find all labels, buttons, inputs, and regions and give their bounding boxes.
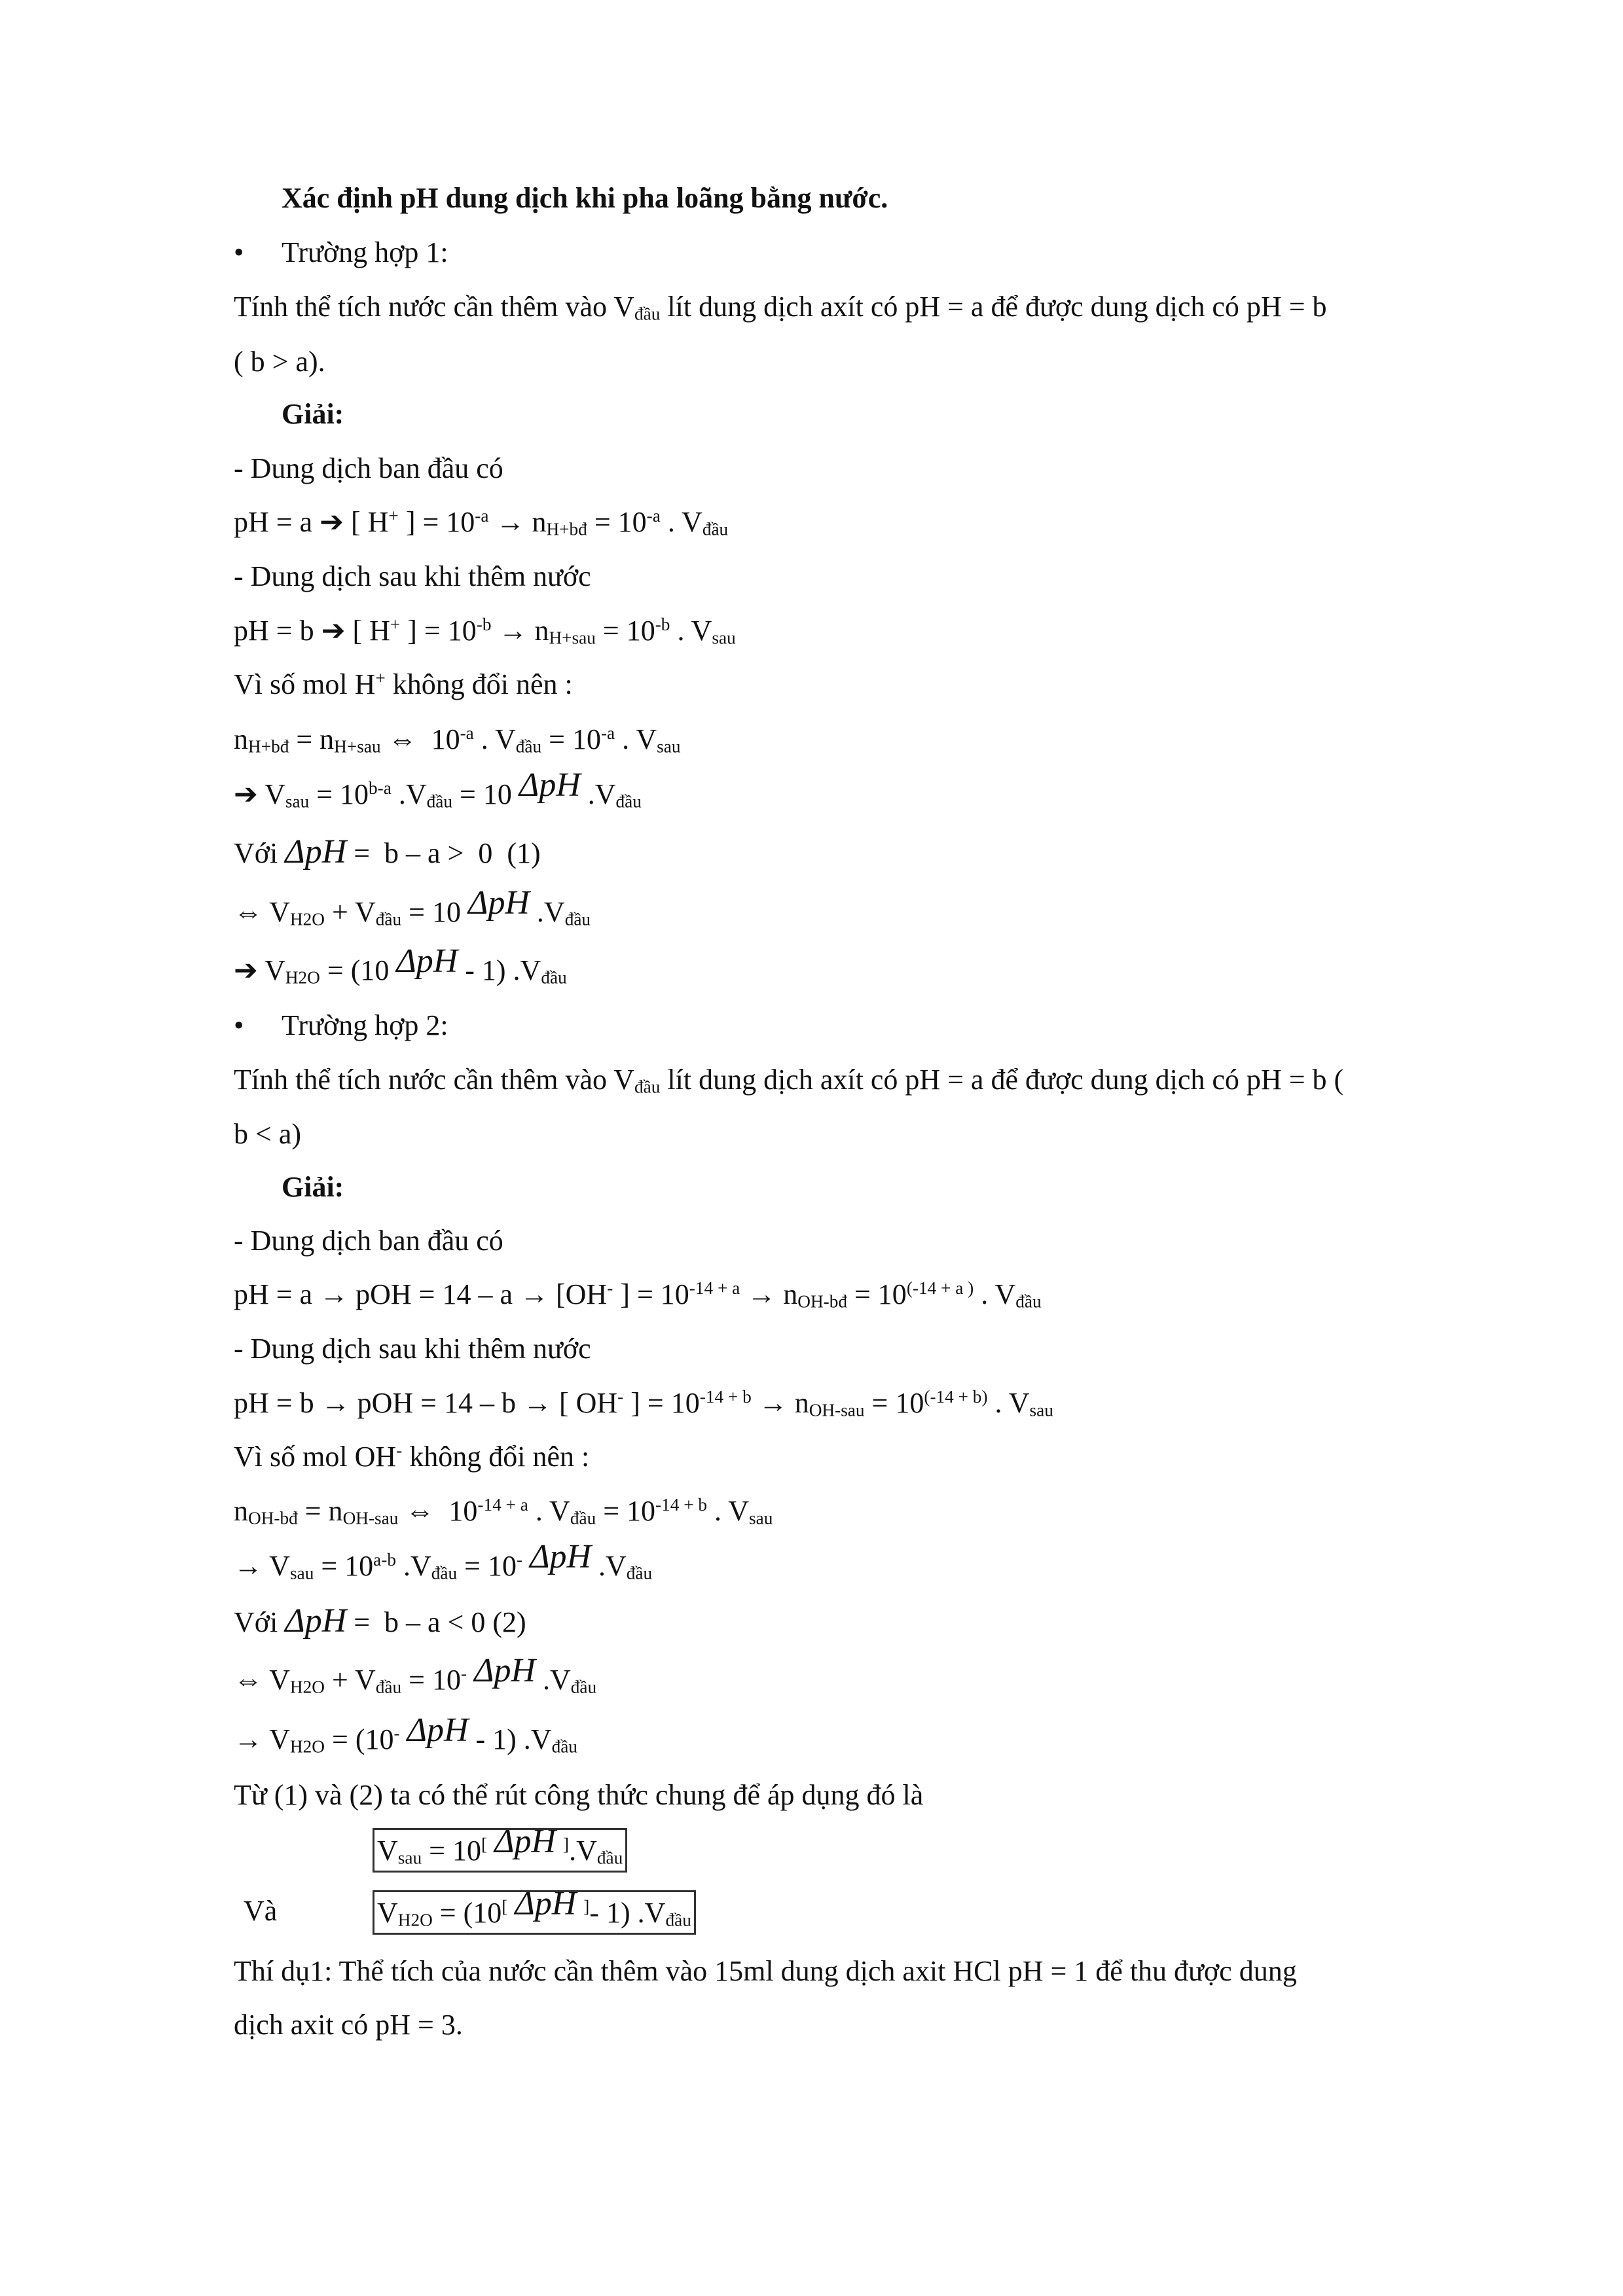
formula-box-vsau: $V_{sau} = 10^[$ ΔpH $^].V_{đầu}$	[373, 1828, 627, 1873]
case2-eq-delta: Với ΔpH = b – a < 0 (2)	[234, 1602, 526, 1640]
bullet-icon: •	[234, 1009, 244, 1041]
case2-eq-equal: $n_{OH-bđ} = n_{OH-sau}$ ⇔ $10^{-14 + a}$ . $V_{đầu} = 10^{-14 + b}$ . $V_{sau}$	[234, 1495, 773, 1528]
case2-problem-cont: b < a)	[234, 1118, 301, 1150]
case2-constant: Vì số mol OH- không đổi nên :	[234, 1441, 590, 1473]
case1-eq-after: pH = b ➔ [ H+ ] = $10^{-b} \to n_{H+sau} = 10^{-b}$ . $V_{sau}$	[234, 615, 736, 648]
case1-initial: - Dung dịch ban đầu có	[234, 452, 503, 484]
case1-problem-cont: ( b > a).	[234, 346, 325, 378]
case1-eq-vh2o: ➔ $V_{H2O} = (10$ ΔpH - 1) $.V_{đầu}$	[234, 942, 567, 988]
case1-eq-delta: Với ΔpH = b – a > 0 (1)	[234, 833, 541, 870]
case1-eq-equal: $n_{H+bđ} = n_{H+sau}$ ⇔ $10^{-a}$ . $V_{đầu} = 10^{-a}$ . $V_{sau}$	[234, 723, 681, 757]
example-line-1: Thí dụ1: Thể tích của nước cần thêm vào 15ml dung dịch axit HCl pH = 1 để thu được dung	[234, 1955, 1297, 1987]
case1-eq-vsau: ➔ $V_{sau} = 10^{b-a}$ $.V_{đầu} = 10$ ΔpH $.V_{đầu}$	[234, 766, 642, 812]
case2-heading: Trường hợp 2:	[282, 1009, 448, 1041]
case1-solution-label: Giải:	[282, 398, 344, 430]
general-statement: Từ (1) và (2) ta có thể rút công thức chung để áp dụng đó là	[234, 1779, 924, 1811]
case1-heading: Trường hợp 1:	[282, 236, 448, 268]
case2-eq-sum: ⇔ $V_{H2O} + V_{đầu} = 10^-$ ΔpH $.V_{đầu}$	[234, 1652, 597, 1697]
formula-box-vh2o: $V_{H2O} = (10^[$ ΔpH ]- 1) $.V_{đầu}$	[373, 1890, 696, 1935]
case2-initial: - Dung dịch ban đầu có	[234, 1225, 503, 1257]
case2-eq-vsau: → $V_{sau} = 10^{a-b}$ $.V_{đầu} = 10^-$ ΔpH $.V_{đầu}$	[234, 1538, 653, 1583]
case1-after: - Dung dịch sau khi thêm nước	[234, 560, 591, 592]
case2-problem: Tính thể tích nước cần thêm vào $V_{đầu}$ lít dung dịch axít có pH = a để được dung dịch có pH = b (	[234, 1064, 1344, 1097]
bullet-icon: •	[234, 236, 244, 268]
and-label: Và	[244, 1895, 278, 1927]
page-title: Xác định pH dung dịch khi pha loãng bằng nước.	[282, 182, 888, 214]
case2-after: - Dung dịch sau khi thêm nước	[234, 1333, 591, 1365]
case2-solution-label: Giải:	[282, 1171, 344, 1203]
case1-constant: Vì số mol H+ không đổi nên :	[234, 668, 573, 700]
example-line-2: dịch axit có pH = 3.	[234, 2009, 463, 2041]
case1-eq-initial: pH = a ➔ [ H+ ] = $10^{-a} \to n_{H+bđ} = 10^{-a}$ . $V_{đầu}$	[234, 506, 729, 539]
case2-eq-after: pH = b → pOH = 14 – b → [ OH- ] = $10^{-14 + b} \to n_{OH-sau} = 10^{(-14 + b)}$ . $V_{sau}$	[234, 1387, 1053, 1420]
case1-eq-sum: ⇔ $V_{H2O} + V_{đầu} = 10$ ΔpH $.V_{đầu}$	[234, 884, 591, 929]
case2-eq-initial: pH = a → pOH = 14 – a → [OH- ] = $10^{-14 + a} \to n_{OH-bđ} = 10^{(-14 + a )}$ . $V_{đầu}$	[234, 1278, 1042, 1312]
case1-problem: Tính thể tích nước cần thêm vào $V_{đầu}$ lít dung dịch axít có pH = a để được dung dịch có pH = b	[234, 291, 1327, 324]
case2-eq-vh2o: → $V_{H2O} = (10^-$ ΔpH - 1) $.V_{đầu}$	[234, 1712, 577, 1757]
